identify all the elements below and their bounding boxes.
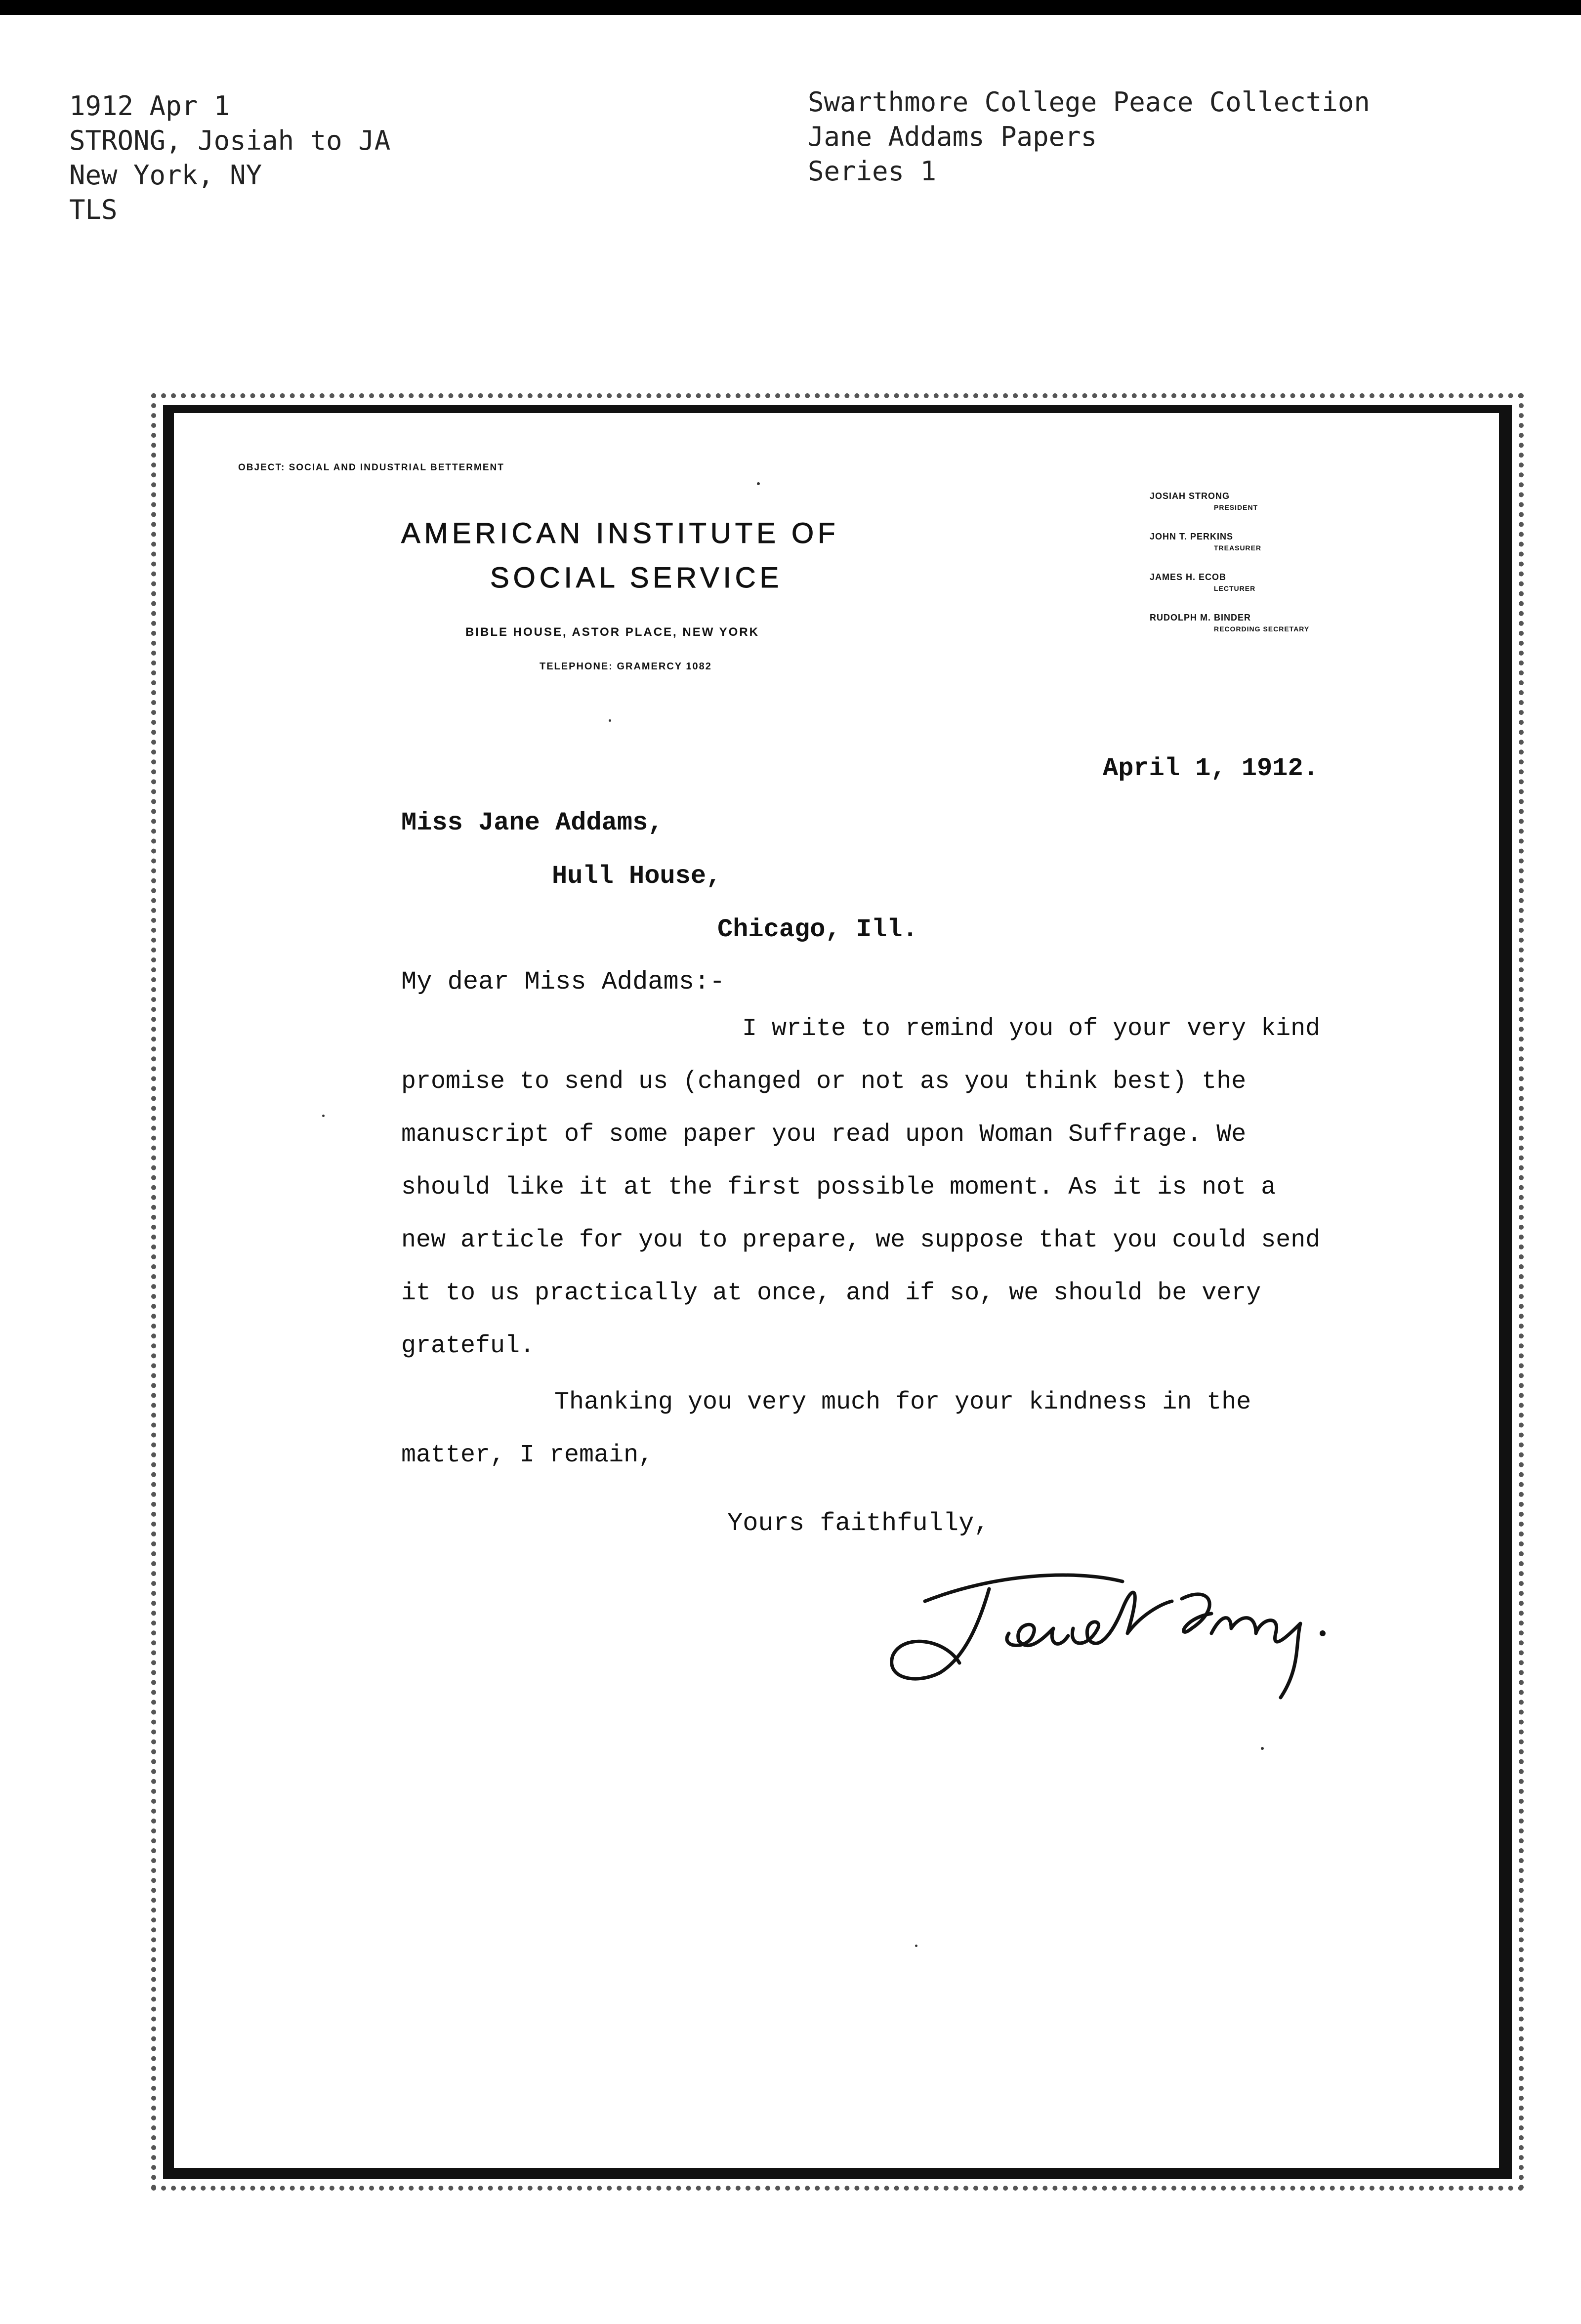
institute-address: BIBLE HOUSE, ASTOR PLACE, NEW YORK	[465, 625, 759, 639]
body-line: matter, I remain,	[401, 1441, 654, 1469]
officer-entry	[1150, 491, 1258, 511]
catalog-place: New York, NY	[69, 160, 262, 191]
salutation: My dear Miss Addams:-	[401, 967, 725, 996]
catalog-label-left	[69, 89, 390, 227]
body-line: it to us practically at once, and if so, we should be very	[401, 1279, 1261, 1307]
scan-top-border	[0, 0, 1581, 15]
officer-title: TREASURER	[1214, 544, 1262, 552]
officer-title: LECTURER	[1214, 584, 1256, 592]
catalog-correspondents: STRONG, Josiah to JA	[69, 125, 391, 156]
paper-speck	[1261, 1747, 1264, 1750]
officer-name: JOHN T. PERKINS	[1150, 532, 1234, 541]
institute-telephone: TELEPHONE: GRAMERCY 1082	[540, 661, 712, 672]
officer-name: RUDOLPH M. BINDER	[1150, 613, 1251, 622]
body-line: should like it at the first possible moment. As it is not a	[401, 1173, 1276, 1202]
institute-name-line1: AMERICAN INSTITUTE OF	[401, 517, 839, 549]
letter-page	[163, 405, 1512, 2179]
paper-speck	[322, 1115, 325, 1117]
body-line: Thanking you very much for your kindness in the	[554, 1388, 1251, 1416]
body-line: grateful.	[401, 1332, 535, 1360]
catalog-series: Series 1	[808, 156, 937, 187]
letter-date: April 1, 1912.	[1103, 754, 1319, 783]
officer-entry	[1150, 572, 1255, 592]
body-line: promise to send us (changed or not as you think best) the	[401, 1068, 1247, 1096]
officer-title: PRESIDENT	[1214, 503, 1258, 511]
recipient-name: Miss Jane Addams,	[401, 808, 664, 837]
paper-speck	[757, 482, 760, 485]
body-line: manuscript of some paper you read upon Woman Suffrage. We	[401, 1120, 1247, 1149]
catalog-date: 1912 Apr 1	[69, 90, 230, 122]
officer-name: JOSIAH STRONG	[1150, 491, 1230, 501]
institute-name-line2: SOCIAL SERVICE	[490, 562, 783, 594]
recipient-city: Chicago, Ill.	[717, 915, 918, 944]
catalog-papers: Jane Addams Papers	[808, 121, 1097, 152]
recipient-address-line: Hull House,	[552, 862, 722, 891]
body-line: I write to remind you of your very kind	[742, 1015, 1321, 1043]
officer-name: JAMES H. ECOB	[1150, 572, 1227, 582]
catalog-collection: Swarthmore College Peace Collection	[808, 86, 1370, 118]
paper-speck	[609, 719, 611, 722]
paper-speck	[915, 1945, 917, 1947]
letterhead-object: OBJECT: SOCIAL AND INDUSTRIAL BETTERMENT	[238, 462, 504, 473]
officer-entry	[1150, 613, 1309, 633]
officer-entry	[1150, 532, 1261, 552]
officer-title: RECORDING SECRETARY	[1214, 625, 1310, 633]
catalog-label-right	[808, 85, 1370, 189]
catalog-format: TLS	[69, 194, 118, 225]
signature-image	[866, 1554, 1360, 1702]
body-line: new article for you to prepare, we suppose that you could send	[401, 1226, 1321, 1254]
closing: Yours faithfully,	[727, 1509, 990, 1538]
